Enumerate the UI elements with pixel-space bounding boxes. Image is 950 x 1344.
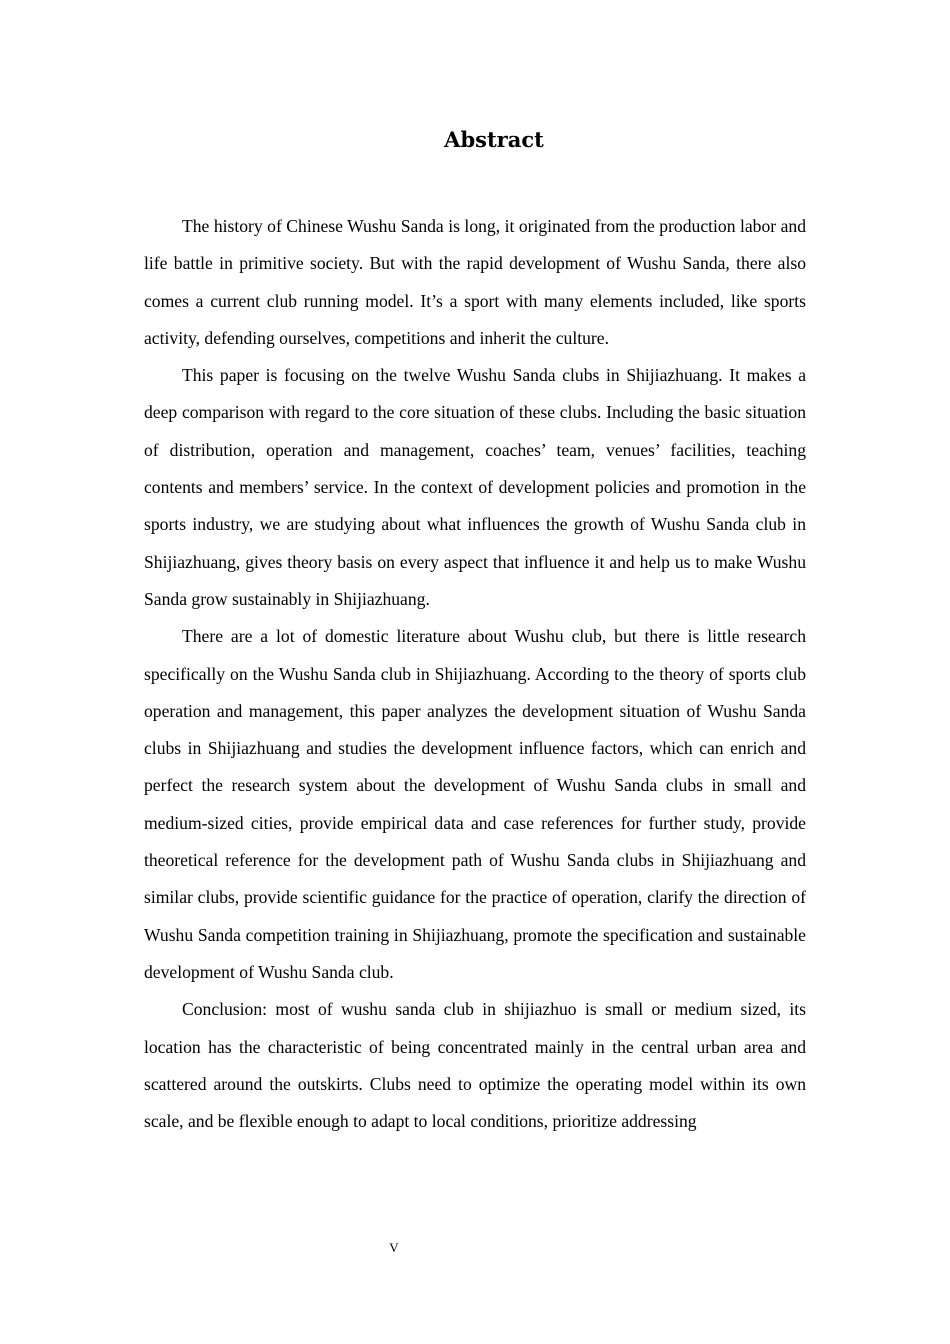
page-number: V	[389, 1240, 399, 1255]
abstract-body	[144, 208, 806, 1140]
paragraph-focus: This paper is focusing on the twelve Wushu Sanda clubs in Shijiazhuang. It makes a deep comparison with regard to the core situation of these clubs. Including the basic situation of distribution, operation and management, coaches’ team, venues’ facilities, teaching contents and members’ service. In the context of development policies and promotion in the sports industry, we are studying about what influences the growth of Wushu Sanda club in Shijiazhuang, gives theory basis on every aspect that influence it and help us to make Wushu Sanda grow sustainably in Shijiazhuang.	[144, 365, 806, 609]
abstract-title: Abstract	[444, 127, 544, 152]
paragraph-conclusion: Conclusion: most of wushu sanda club in shijiazhuo is small or medium sized, its location has the characteristic of being concentrated mainly in the central urban area and scattered around the outskirts. Clubs need to optimize the operating model within its own scale, and be flexible enough to adapt to local conditions, prioritize addressing	[144, 999, 806, 1132]
paragraph-history: The history of Chinese Wushu Sanda is long, it originated from the production labor and life battle in primitive society. But with the rapid development of Wushu Sanda, there also comes a current club running model. It’s a sport with many elements included, like sports activity, defending ourselves, competitions and inherit the culture.	[144, 216, 806, 348]
paragraph-literature: There are a lot of domestic literature about Wushu club, but there is little research specifically on the Wushu Sanda club in Shijiazhuang. According to the theory of sports club operation and management, this paper analyzes the development situation of Wushu Sanda clubs in Shijiazhuang and studies the development influence factors, which can enrich and perfect the research system about the development of Wushu Sanda clubs in small and medium-sized cities, provide empirical data and case references for further study, provide theoretical reference for the development path of Wushu Sanda clubs in Shijiazhuang and similar clubs, provide scientific guidance for the practice of operation, clarify the direction of Wushu Sanda competition training in Shijiazhuang, promote the specification and sustainable development of Wushu Sanda club.	[144, 626, 806, 982]
